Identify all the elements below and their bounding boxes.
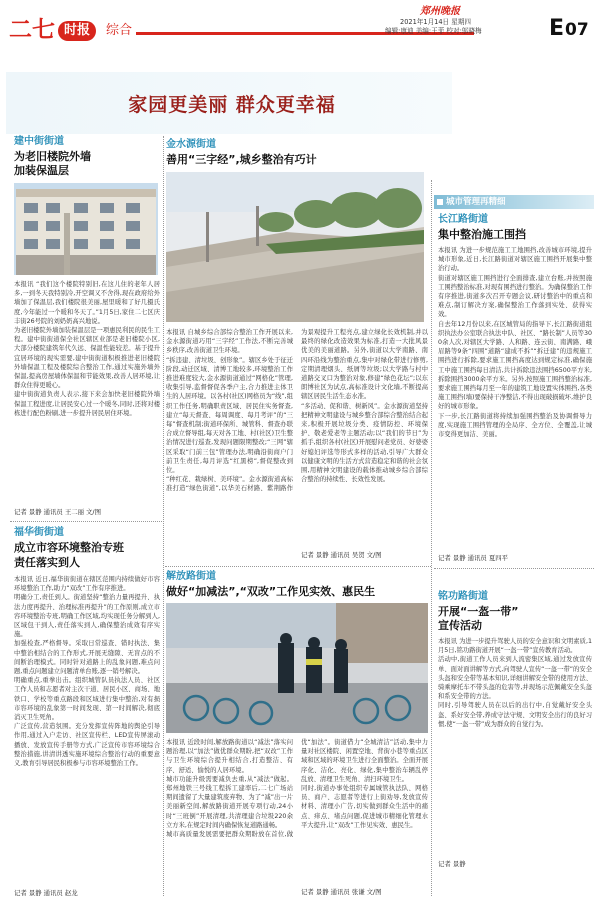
divider-left	[10, 521, 162, 522]
article-minggonglu-body: 本报讯 为进一步提升驾驶人员的安全意识和文明素质,1月5日,铭功路街道开展“一盔一带”宣传教育活动。 活动中,街道工作人员来到人流密集区域,通过发放宣传单、面对面讲解等方式,向驾驶人宣传“一盔一带”的安全头盔和安全带等基本知识,详细讲解安全带的使用方法、骑乘摩托车不带头盔的危害等,并现场示范佩戴安全头盔和系安全带的方法。 同时,引导驾驶人员在以后的出行中,自觉戴好安全头盔、系好安全带,养成守法守规、文明安全出行的良好习惯,使“一盔一带”成为群众的自觉行为。	[438, 638, 592, 728]
photo-building	[14, 183, 158, 275]
byline-fuhua: 记者 景静 通讯员 赵龙	[14, 889, 78, 897]
byline-jiefanglu: 记者 景静 通讯员 张谦 文/图	[301, 888, 382, 896]
headline-fuhua-2: 责任落实到人	[14, 556, 80, 569]
photo-building-svg	[14, 183, 158, 275]
headline-jianzhong-1: 为老旧楼院外墙	[14, 150, 91, 163]
section-tag-jianzhong: 建中街街道	[14, 136, 64, 147]
kicker-badge	[434, 195, 594, 209]
article-changjianglu-body: 本报讯 为进一步规范施工工地围挡,改善城市环境,提升城市形象,近日,长江路街道对辖区施工围挡开展集中整治行动。 街道对辖区施工围挡进行全面排查,建立台账,并按照施工围挡整治标准,对现有围挡进行整治。为确保整治工作有序推进,街道多次召开专题会议,研讨整治中的重点和难点,制订解决方案,确保整治工作落到实处、获得实效。 自去年12月份以来,在区城管局的指导下,长江路街道组织执法办公室联合执法中队、社区、“路长制”人员等300余人次,对辖区大学路、人和路、连云街、南满路、峨眉路等9条“四围”道路“建成不拆”“拆迁建”的违规施工围挡进行拆除,要求施工围挡高度达到规定标准,确保施工中施工围挡每日清洁,共计拆除违法围挡6500平方米,拆除围挡3000余平方米。另外,按照施工围挡整治标准,要求施工围挡每月至一年的建筑工地设置实体围挡,各类施工围挡(墙)要保持干净整洁,不得出现破损破坏,维护良好的城市形象。 下一步,长江路街道将持续加强围挡整治及协调督导力度,实现施工围挡管理的全局序、全方位、全覆盖,让城市变得更加洁、美丽。	[438, 247, 592, 439]
page-banner	[6, 72, 452, 134]
editor-credits: 编辑:康迪 美编:王菲 校对:邬晓梅	[385, 27, 482, 35]
kicker-label: 城市管理再精细	[446, 197, 506, 207]
byline-jinshuiyuan: 记者 景静 通讯员 吴贺 文/图	[301, 551, 382, 559]
headline-minggonglu-1: 开展“一盔一带”	[438, 605, 519, 618]
article-jiefanglu-body: 本报讯 近段时间,解放路街道以“减法”落实问题治理,以“加法”做优群众期盼,把“双改”工作与卫生环境综合提升相结合,打造整洁、有序、舒适、愉悦的人居环境。 城市功能升级需要减负去重,从“减法”做起。郑州地铁三号线工程拆工建率后,二七广场站期间遗留了大量建筑废弃物、为了“减”出一片美丽新空间,解放路街道开展专项行动,24小时“三班倒”开展清理,共清理建合垃圾220余立方米,在规定时间内确保恢复道路通畅。 城市高质量发展需要把群众期盼放在首位,做优“加法”。街道借力“全城清洁”活动,集中力量对社区楼院、闲置空地、背街小巷等重点区域和区域的环境卫生进行全面整治。全面开展序化、洁化、亮化、绿化,集中整治车辆乱停乱放、清理卫生死角、清扫环境卫生。 同时,街道办事处组织专属城管执法队、网格员、商户、志愿者等进行上街劝导,发放宣传材料、清理小广告,切实做到群众生活中的痛点、痒点、堵点问题,促进城市精细化管理水平大提升,让“双改”工作见实效、惠民生。	[166, 739, 428, 839]
masthead	[0, 0, 600, 60]
byline-minggonglu: 记者 景静	[438, 860, 466, 868]
headline-jinshuiyuan: 善用“三字经”,城乡整治有巧计	[166, 153, 317, 166]
section-tag-jinshuiyuan: 金水源街道	[166, 139, 216, 150]
brand-left: 二七	[9, 17, 55, 43]
article-jianzhong-body: 本报讯 “我们这个楼院特别旧,在这儿住的老年人居多,一到冬天我特别冷,开空调又不舍得,现在政府给外墙加了保温层,我们楼院很美丽,屋里暖和了好几摄氏度,今年能过一个暖和冬天了。”1月5日,家住二七区庆丰街26号院的刘奶奶高兴地说。 为老旧楼院外墙加装保温层是一项惠民利民的民生工程。建中街街道保全社区辖区业部是老旧楼院小区,大部分楼院建筑年代久远、保温性能较差。基于提升宜居环境的现实需要,建中街街道积极推进老旧楼院外墙保温工程及楼院综合整治工作,通过实施外墙外保温,提高房屋墙体保温和节能效果,改善人居环境,让群众住得更暖心。 建中街街道负责人表示,接下来会加快老旧楼院外墙保温工程进度,让居民安心过一个暖冬,同时,还将对楼栋进行配色粉刷,进一步提升居民居住环境。	[14, 281, 160, 417]
divider-right	[434, 568, 594, 569]
photo-greenbelt-svg	[166, 172, 424, 322]
article-fuhua-body: 本报讯 近日,福华街街道在辖区范围内持续做好市容环境整治工作,助力“双改”工作有序推进。 明确分工,责任到人。街道坚持“整治力量再提升、执法力度再提升、治理标准再提升”的工作原则,成立市容环境整治专班,明确工作区域,均实现任务分解到人,区域包干到人,责任落实到人,确保整治成效有序实施。 加强检查,严格督导。采取日常巡查、错时执法、集中整治相结合的工作形式,开展无缝隙、无盲点的不间断治理模式。同时针对道路上的乱象问题,难点问题,重点问题建立问题清单台账,逐一销号解决。 明确重点,重拳出击。组织城管队员执法人员、社区工作人员和志愿者对主次干道、居民小区、商场、地铁口、学校等重点路段和区域进行集中整治,对有损市容环境的乱象第一时间发现、第一时间解决,彻底消灭卫生死角。 广泛宣传,营造氛围。充分发挥宣传阵地的舆论引导作用,通过入户走访、社区宣传栏、LED宣传屏滚动播放、发放宣传手册等方式,广泛宣传市容环境综合整治措施,讲清讲透实施环境综合整治行动的重要意义,教育引导居民积极参与市容环境整治工作。	[14, 576, 160, 768]
section-name: 综合	[106, 23, 133, 38]
brand-badge: 时报	[58, 21, 96, 41]
date-line: 2021年1月14日 星期四	[400, 18, 472, 26]
headline-fuhua-1: 成立市容环境整治专班	[14, 541, 124, 554]
section-tag-jiefanglu: 解放路街道	[166, 571, 216, 582]
photo-greenbelt	[166, 172, 424, 322]
byline-changjianglu: 记者 景静 通讯员 夏四平	[438, 554, 508, 562]
headline-minggonglu-2: 宣传活动	[438, 619, 482, 632]
headline-changjianglu: 集中整治施工围挡	[438, 228, 526, 241]
paper-logo: 郑州晚报	[420, 6, 460, 17]
kicker-bullet-icon	[437, 199, 443, 205]
article-jinshuiyuan-body: 本报讯 自城乡综合部综合整治工作开展以来,金水源街道巧用“三字经”工作法,不断完善城乡秩序,改善街道卫生环境。 “拆违建、清垃圾、创形象”。辖区乡处于征迁阶段,动迁区域、清博工地较多,环境整治工作推进难度较大,金水源街道通过“网格化”管理,收集引导,监督督促各季户主,合力推进主体卫生的人居环境。以各村(社区)网格员为“线”,组织工作任务,明确职责区域、居民住实务督查,建立“每天督查、每周调度、每月考评”的“三每”督查机制;街道环保所、城管科、督查办联合成立督导组,每天对各工地、村(社区)卫生整治情况进行巡查,发现问题限期整改;“三网”辖区采取“门前三包”管理办法,明确沿街商户门前卫生责任,每月评选“红黑榜”,督促整改到位。 “种红花、栽绿树、美环境”。金水源街道高标准打造“绿色街道”,以华美石材路、紫荆路作为景观提升工程亮点,建立绿化长效机制,并以最终的绿化改造效果为标准,打造一大批风景优美的美丽道路。另外,街道以大学南路、南四环沿线为整治重点,集中对绿化带进行修剪,定期清理烟头、纸屑等垃圾;以大学路与村中道路交叉口为整治对象,修建“绿色花坛”;以东朗博社区为试点,高标准设计文化墙,不断提高辖区居民生活生态水准。 “多活动、促和谐、树新风”。金水源街道坚持把精神文明建设与城乡整合部综合整治结合起来,积极开展垃圾分类、疫情防控、环境保护、敬老爱老等主题活动;以“我们的节日”为抓手,组织各村(社区)开展慰问老党员、好婆婆好媳妇评选等形式多样的活动,引导广大群众以健康文明的生活方式营造稳定和谐的社会氛围,用精神文明建设的载体推动城乡综合部综合整治的持续性、长效性发展。	[166, 329, 428, 493]
section-tag-fuhua: 福华街街道	[14, 527, 64, 538]
headline-jianzhong-2: 加装保温层	[14, 164, 69, 177]
divider-col1	[163, 136, 164, 896]
photo-bikes	[166, 603, 428, 733]
byline-jianzhong: 记者 景静 通讯员 王二丽 文/图	[14, 508, 101, 516]
banner-title: 家园更美丽 群众更幸福	[128, 94, 336, 116]
section-tag-changjianglu: 长江路街道	[438, 214, 488, 225]
divider-col3	[431, 180, 432, 896]
divider-middle	[165, 566, 431, 567]
photo-bikes-svg	[166, 603, 428, 733]
page-number: 07	[565, 20, 589, 40]
section-tag-minggonglu: 铭功路街道	[438, 591, 488, 602]
page-letter: E	[549, 16, 565, 41]
headline-jiefanglu: 做好“加减法”,“双改”工作见实效、惠民生	[166, 585, 376, 598]
